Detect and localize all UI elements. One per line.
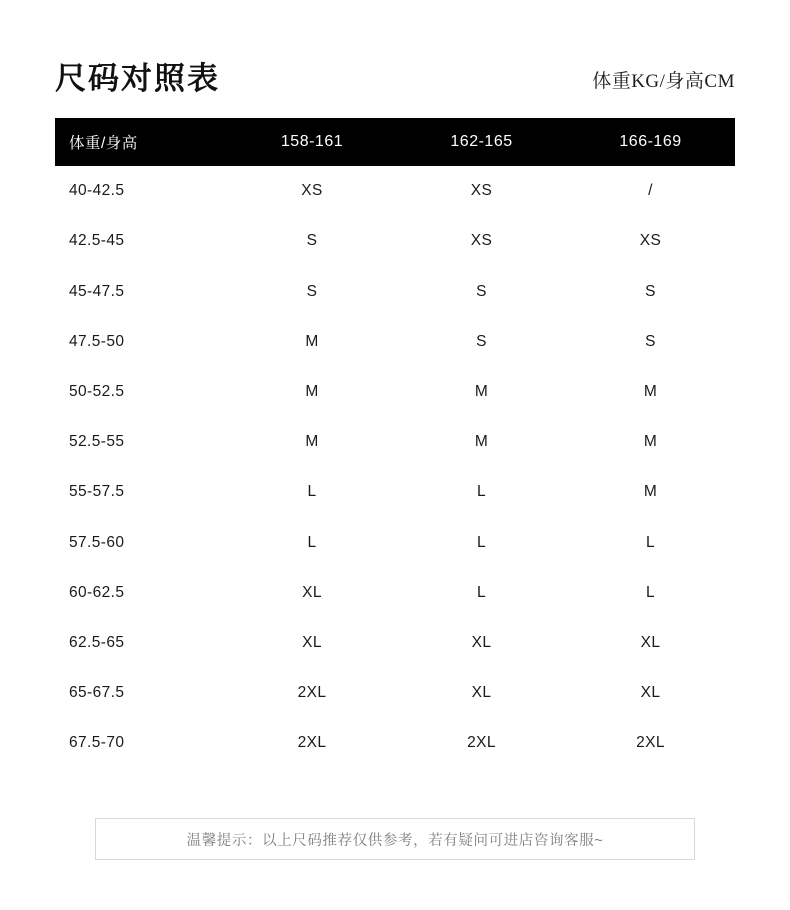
row-weight-range: 55-57.5 xyxy=(55,467,227,517)
row-weight-range: 57.5-60 xyxy=(55,518,227,568)
cell-size: L xyxy=(566,518,735,568)
cell-size: XL xyxy=(566,668,735,718)
cell-size: M xyxy=(227,317,397,367)
cell-size: L xyxy=(397,568,566,618)
size-chart-table xyxy=(55,118,735,768)
cell-size: S xyxy=(566,267,735,317)
cell-size: XS xyxy=(566,216,735,266)
table-body xyxy=(55,166,735,768)
table-row xyxy=(55,417,735,467)
cell-size: XS xyxy=(397,166,566,216)
cell-size: L xyxy=(397,467,566,517)
table-row xyxy=(55,568,735,618)
cell-size: S xyxy=(397,317,566,367)
footer-note xyxy=(95,818,695,860)
cell-size: M xyxy=(566,417,735,467)
header xyxy=(55,0,735,115)
column-header-weight-height: 体重/身高 xyxy=(55,118,227,166)
cell-size: M xyxy=(397,367,566,417)
cell-size: / xyxy=(566,166,735,216)
cell-size: XL xyxy=(227,618,397,668)
table-row xyxy=(55,166,735,216)
table-row xyxy=(55,367,735,417)
cell-size: M xyxy=(566,467,735,517)
table-header xyxy=(55,118,735,166)
cell-size: L xyxy=(397,518,566,568)
row-weight-range: 42.5-45 xyxy=(55,216,227,266)
cell-size: L xyxy=(227,518,397,568)
table-header-row xyxy=(55,118,735,166)
table-row xyxy=(55,668,735,718)
cell-size: S xyxy=(227,267,397,317)
table-row xyxy=(55,216,735,266)
cell-size: M xyxy=(566,367,735,417)
cell-size: S xyxy=(227,216,397,266)
table-row xyxy=(55,518,735,568)
cell-size: XL xyxy=(566,618,735,668)
cell-size: 2XL xyxy=(566,718,735,768)
cell-size: L xyxy=(566,568,735,618)
cell-size: 2XL xyxy=(227,668,397,718)
row-weight-range: 65-67.5 xyxy=(55,668,227,718)
cell-size: XS xyxy=(227,166,397,216)
cell-size: M xyxy=(227,417,397,467)
cell-size: S xyxy=(397,267,566,317)
row-weight-range: 60-62.5 xyxy=(55,568,227,618)
column-header-162-165: 162-165 xyxy=(397,118,566,166)
column-header-158-161: 158-161 xyxy=(227,118,397,166)
row-weight-range: 47.5-50 xyxy=(55,317,227,367)
cell-size: M xyxy=(227,367,397,417)
table-row xyxy=(55,718,735,768)
unit-note: 体重KG/身高CM xyxy=(592,71,735,93)
row-weight-range: 62.5-65 xyxy=(55,618,227,668)
cell-size: 2XL xyxy=(227,718,397,768)
cell-size: XL xyxy=(397,618,566,668)
cell-size: 2XL xyxy=(397,718,566,768)
row-weight-range: 40-42.5 xyxy=(55,166,227,216)
footer-note-text: 温馨提示：以上尺码推荐仅供参考，若有疑问可进店咨询客服~ xyxy=(186,832,604,849)
table-row xyxy=(55,467,735,517)
table-row xyxy=(55,267,735,317)
table-row xyxy=(55,618,735,668)
cell-size: M xyxy=(397,417,566,467)
page-title: 尺码对照表 xyxy=(55,61,220,96)
cell-size: XL xyxy=(227,568,397,618)
row-weight-range: 52.5-55 xyxy=(55,417,227,467)
cell-size: L xyxy=(227,467,397,517)
column-header-166-169: 166-169 xyxy=(566,118,735,166)
row-weight-range: 67.5-70 xyxy=(55,718,227,768)
table-row xyxy=(55,317,735,367)
cell-size: XL xyxy=(397,668,566,718)
cell-size: XS xyxy=(397,216,566,266)
row-weight-range: 50-52.5 xyxy=(55,367,227,417)
cell-size: S xyxy=(566,317,735,367)
row-weight-range: 45-47.5 xyxy=(55,267,227,317)
